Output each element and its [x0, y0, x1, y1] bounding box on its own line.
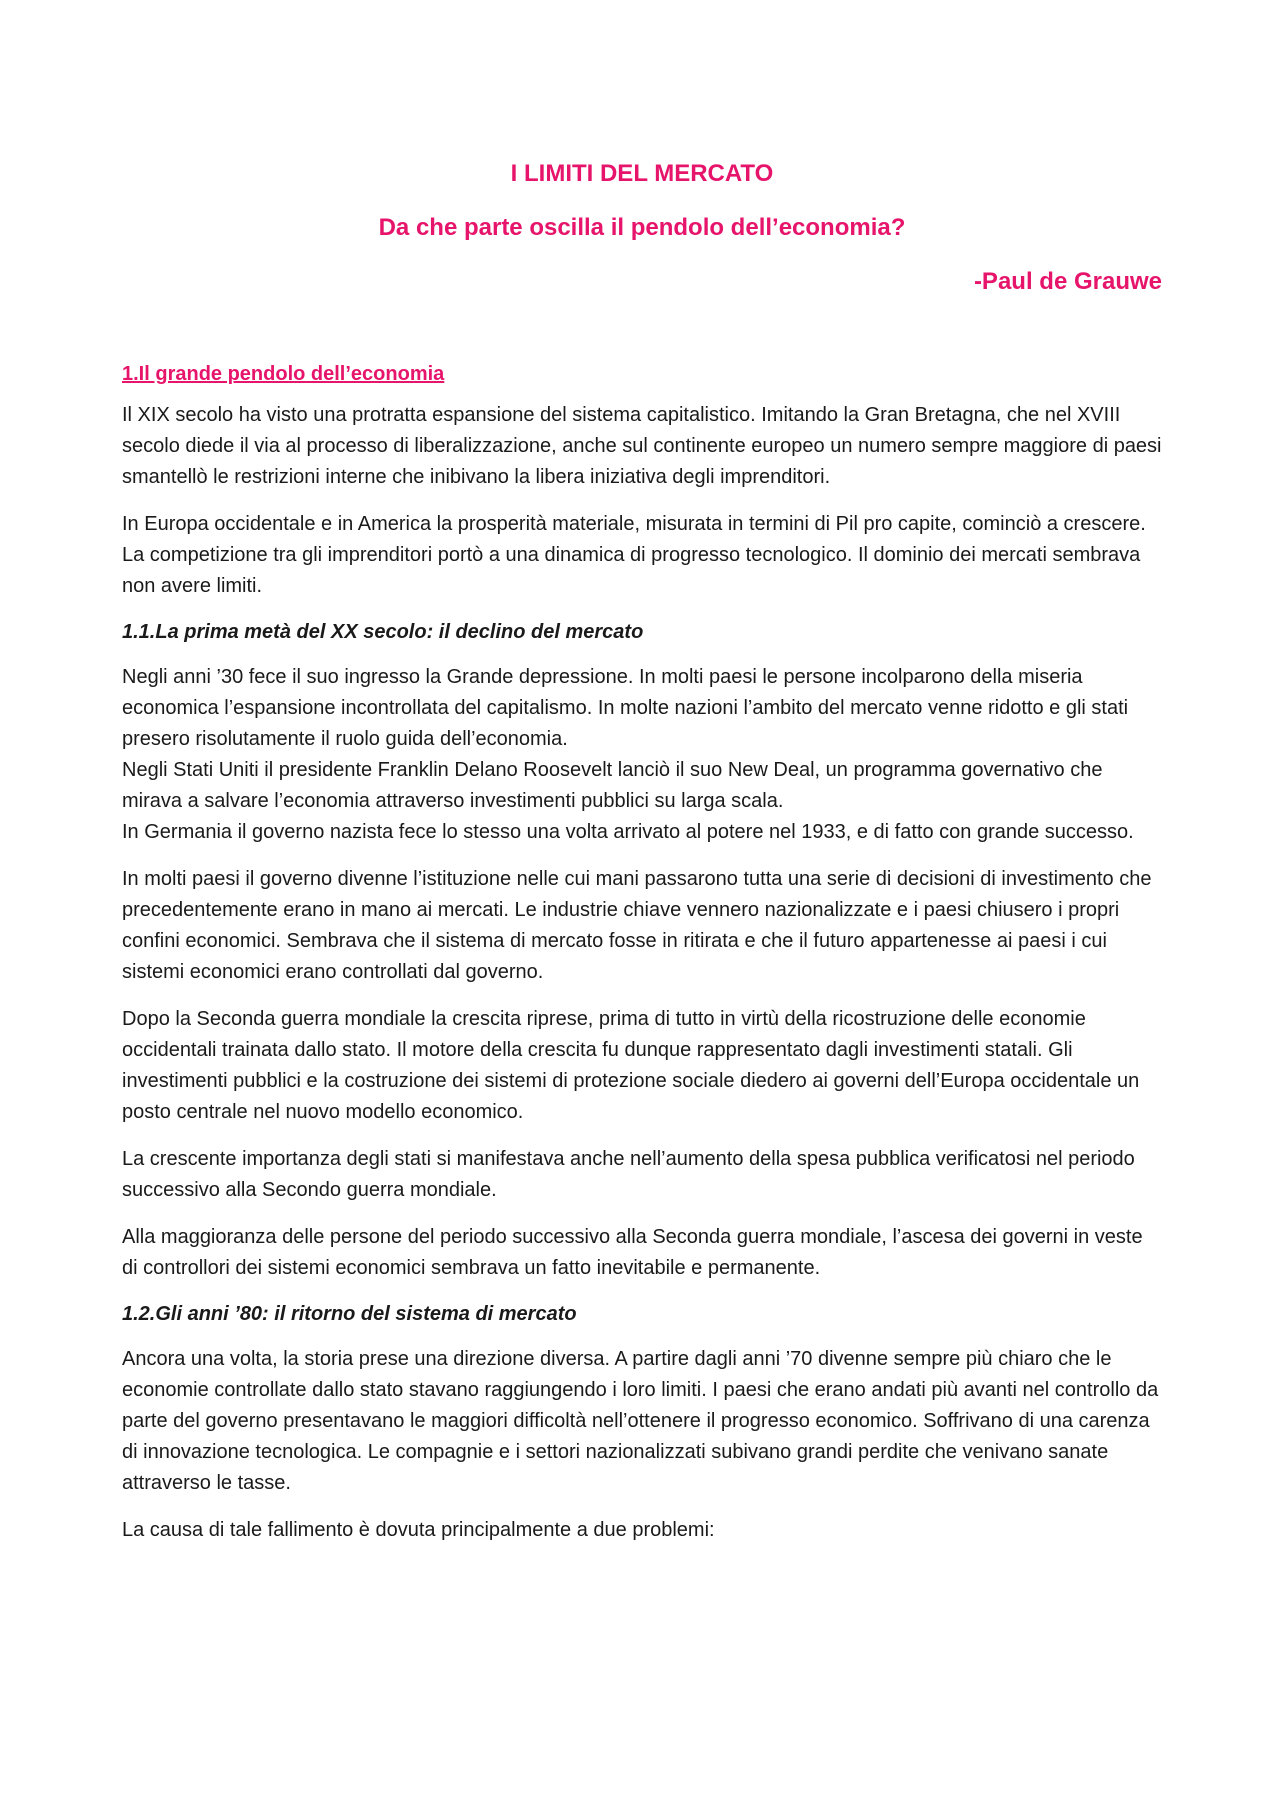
paragraph-line: Negli anni ’30 fece il suo ingresso la Grande depressione. In molti paesi le persone incolparono della miseria economica l’espansione incontrollata del capitalismo. In molte nazioni l’ambito del mercato venne ridotto e gli stati presero risolutamente il ruolo guida dell’economia.: [122, 666, 1129, 750]
document-title: I LIMITI DEL MERCATO: [510, 160, 774, 187]
subsection-heading-1-1: 1.1.La prima metà del XX secolo: il declino del mercato: [122, 621, 644, 643]
paragraph-line: In Germania il governo nazista fece lo stesso una volta arrivato al potere nel 1933, e di fatto con grande successo.: [122, 821, 1134, 843]
paragraph: Alla maggioranza delle persone del periodo successivo alla Seconda guerra mondiale, l’ascesa dei governi in veste di controllori dei sistemi economici sembrava un fatto inevitabile e permanente.: [122, 1226, 1143, 1279]
document-author: -Paul de Grauwe: [973, 268, 1162, 295]
paragraph-line: Negli Stati Uniti il presidente Franklin Delano Roosevelt lanciò il suo New Deal, un programma governativo che mirava a salvare l’economia attraverso investimenti pubblici su larga scala.: [122, 759, 1103, 812]
paragraph: Il XIX secolo ha visto una protratta espansione del sistema capitalistico. Imitando la Gran Bretagna, che nel XVIII secolo diede il via al processo di liberalizzazione, anche sul continente europeo un numero sempre maggiore di paesi smantellò le restrizioni interne che inibivano la libera iniziativa degli imprenditori.: [122, 404, 1162, 488]
document-subtitle: Da che parte oscilla il pendolo dell’economia?: [378, 214, 906, 241]
paragraph: La causa di tale fallimento è dovuta principalmente a due problemi:: [122, 1519, 715, 1541]
subsection-heading-1-2: 1.2.Gli anni ’80: il ritorno del sistema di mercato: [122, 1303, 577, 1325]
document-page: [122, 150, 1162, 1562]
paragraph: In Europa occidentale e in America la prosperità materiale, misurata in termini di Pil pro capite, cominciò a crescere. La competizione tra gli imprenditori portò a una dinamica di progresso tecnologico. Il dominio dei mercati sembrava non avere limiti.: [122, 513, 1146, 597]
section-heading-1: 1.Il grande pendolo dell’economia: [122, 363, 445, 385]
paragraph: In molti paesi il governo divenne l’istituzione nelle cui mani passarono tutta una serie di decisioni di investimento che precedentemente erano in mano ai mercati. Le industrie chiave vennero nazionalizzate e i paesi chiusero i propri confini economici. Sembrava che il sistema di mercato fosse in ritirata e che il futuro appartenesse ai paesi i cui sistemi economici erano controllati dal governo.: [122, 868, 1152, 983]
paragraph-multiline: [122, 662, 1162, 848]
paragraph: Dopo la Seconda guerra mondiale la crescita riprese, prima di tutto in virtù della ricostruzione delle economie occidentali trainata dallo stato. Il motore della crescita fu dunque rappresentato dagli investimenti statali. Gli investimenti pubblici e la costruzione dei sistemi di protezione sociale diedero ai governi dell’Europa occidentale un posto centrale nel nuovo modello economico.: [122, 1008, 1140, 1123]
paragraph: Ancora una volta, la storia prese una direzione diversa. A partire dagli anni ’70 divenne sempre più chiaro che le economie controllate dallo stato stavano raggiungendo i loro limiti. I paesi che erano andati più avanti nel controllo da parte del governo presentavano le maggiori difficoltà nell’ottenere il progresso economico. Soffrivano di una carenza di innovazione tecnologica. Le compagnie e i settori nazionalizzati subivano grandi perdite che venivano sanate attraverso le tasse.: [122, 1348, 1159, 1494]
paragraph: La crescente importanza degli stati si manifestava anche nell’aumento della spesa pubblica verificatosi nel periodo successivo alla Secondo guerra mondiale.: [122, 1148, 1135, 1201]
